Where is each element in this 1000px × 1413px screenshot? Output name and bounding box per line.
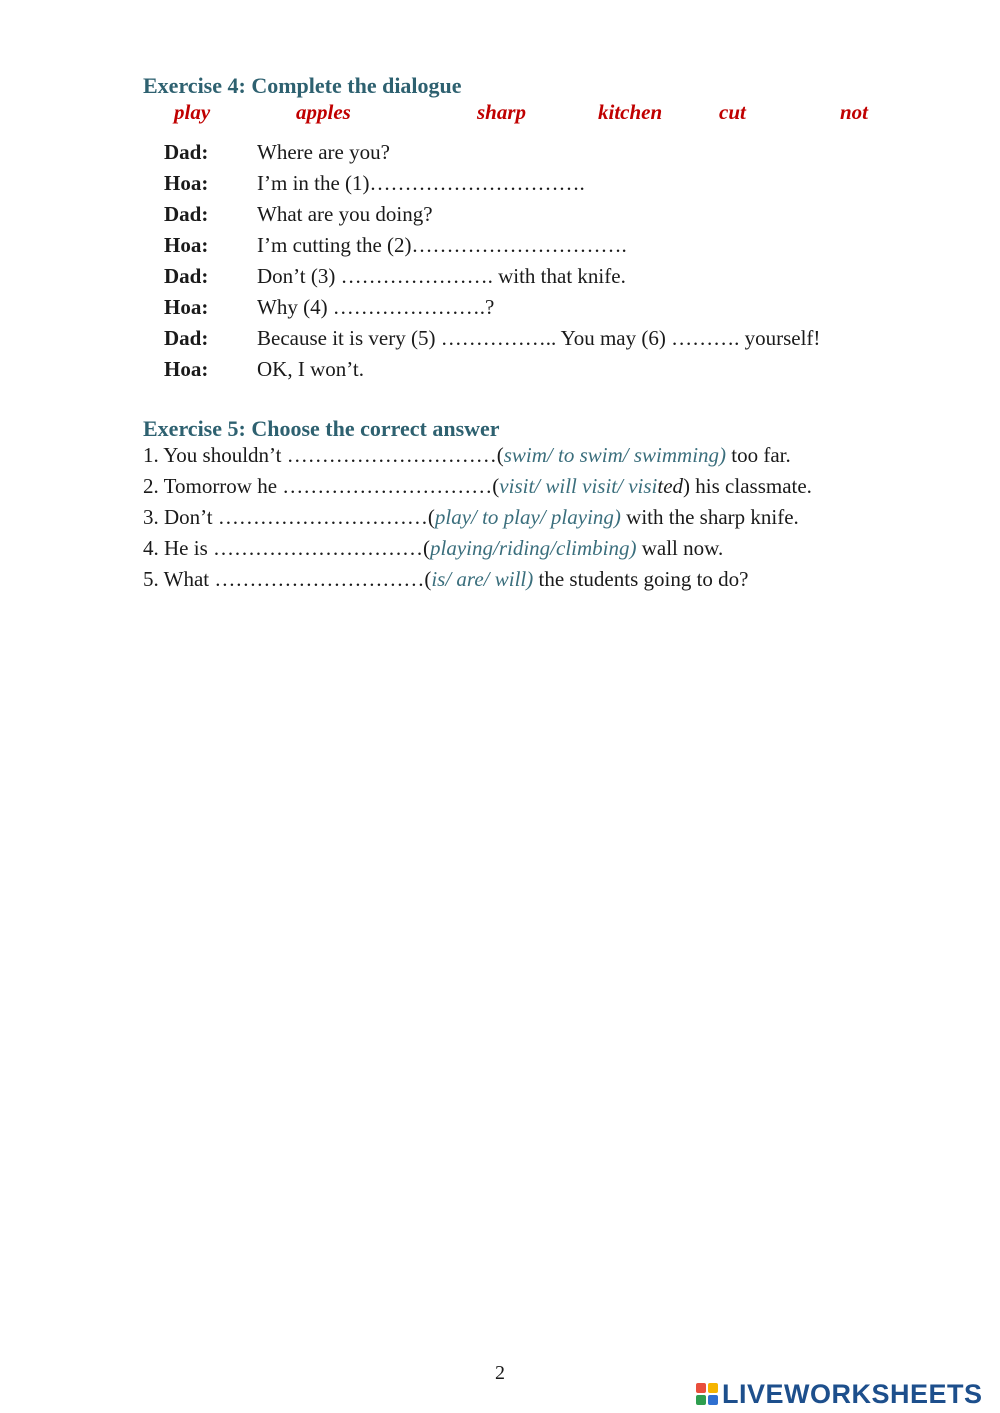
question-ending: ) his classmate.	[683, 474, 812, 498]
answer-options: playing/riding/climbing)	[430, 536, 637, 560]
question-ending: wall now.	[636, 536, 724, 560]
word-bank	[0, 100, 1000, 128]
logo-square	[696, 1395, 706, 1405]
dialogue-text: Don’t (3) …………………. with that knife.	[257, 264, 626, 288]
question-item	[143, 474, 812, 505]
logo-square	[708, 1395, 718, 1405]
speaker-label: Hoa:	[164, 171, 209, 195]
question-item	[143, 443, 812, 474]
word-bank-item: sharp	[477, 100, 527, 124]
answer-options: is/ are/ will)	[431, 567, 534, 591]
question-text: 3. Don’t …………………………(	[143, 505, 435, 529]
dialogue-text: OK, I won’t.	[257, 357, 364, 381]
question-item	[143, 567, 812, 598]
question-item	[143, 505, 812, 536]
question-text: 1. You shouldn’t …………………………(	[143, 443, 504, 467]
speaker-label: Dad:	[164, 326, 209, 350]
question-list	[143, 443, 812, 598]
question-text: 4. He is …………………………(	[143, 536, 430, 560]
dialogue-text: Where are you?	[257, 140, 390, 164]
logo-square	[696, 1383, 706, 1393]
speaker-label: Dad:	[164, 264, 209, 288]
word-bank-item: apples	[296, 100, 351, 124]
speaker-label: Hoa:	[164, 233, 209, 257]
answer-options: swim/ to swim/ swimming)	[503, 443, 727, 467]
dialogue-text: What are you doing?	[257, 202, 433, 226]
word-bank-item: kitchen	[598, 100, 663, 124]
logo-icon	[696, 1383, 718, 1405]
answer-options-tail: ted	[657, 474, 684, 498]
dialogue-text: Why (4) ………………….?	[257, 295, 495, 319]
word-bank-item: play	[174, 100, 211, 124]
word-bank-item: not	[840, 100, 869, 124]
speaker-label: Dad:	[164, 202, 209, 226]
speaker-label: Hoa:	[164, 295, 209, 319]
answer-options: play/ to play/ playing)	[434, 505, 621, 529]
speaker-label: Dad:	[164, 140, 209, 164]
question-ending: the students going to do?	[533, 567, 749, 591]
exercise-4-title: Exercise 4: Complete the dialogue	[143, 73, 462, 98]
question-text: 2. Tomorrow he …………………………(	[143, 474, 500, 498]
dialogue-text: I’m in the (1)………………………….	[257, 171, 585, 195]
dialogue-text: Because it is very (5) …………….. You may (6) ………. yourself!	[257, 326, 821, 350]
question-ending: too far.	[726, 443, 791, 467]
page-number: 2	[495, 1362, 505, 1384]
exercise-5-title: Exercise 5: Choose the correct answer	[143, 416, 500, 441]
question-ending: with the sharp knife.	[620, 505, 799, 529]
dialogue-text: I’m cutting the (2)………………………….	[257, 233, 627, 257]
question-item	[143, 536, 812, 567]
speaker-label: Hoa:	[164, 357, 209, 381]
question-text: 5. What …………………………(	[143, 567, 432, 591]
logo-text: LIVEWORKSHEETS	[722, 1378, 983, 1409]
answer-options: visit/ will visit/ visi	[499, 474, 658, 498]
logo-square	[708, 1383, 718, 1393]
word-bank-item: cut	[719, 100, 746, 124]
liveworksheets-logo	[696, 1378, 983, 1410]
